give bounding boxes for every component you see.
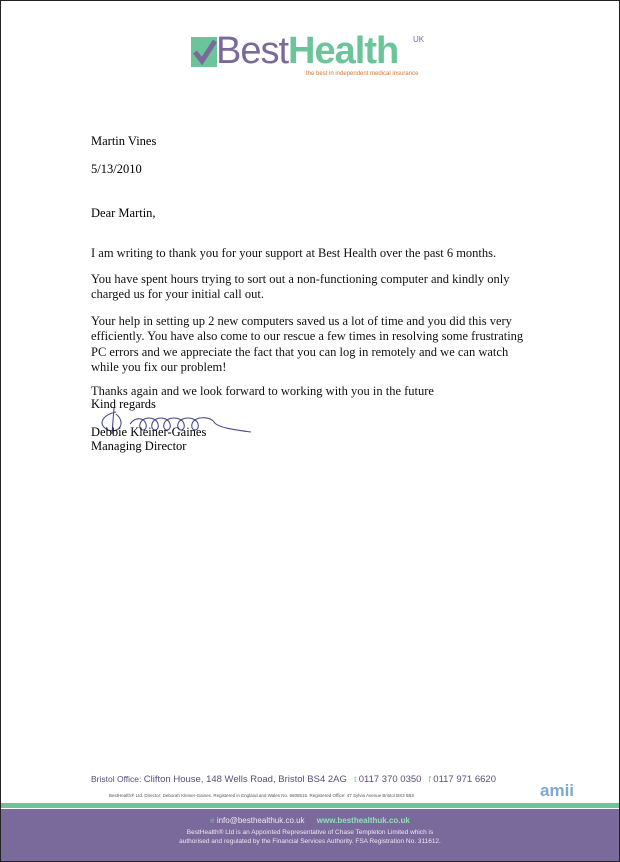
signer-title: Managing Director: [91, 439, 187, 453]
closing: Kind regards: [91, 397, 156, 411]
logo-health: Health: [288, 30, 399, 72]
besthealth-logo: [191, 31, 431, 81]
legal-line-2: authorised and regulated by the Financial Services Authority. FSA Registration No. 311612.: [179, 837, 441, 845]
email-link[interactable]: info@besthealthuk.co.uk: [216, 816, 305, 825]
signer-name: Debbie Kleiner-Gaines: [91, 425, 207, 439]
amii-logo: amii: [540, 781, 575, 800]
logo-tagline: the best in independent medical insurance: [306, 71, 419, 77]
checkmark-icon: [191, 37, 217, 67]
website-link[interactable]: www.besthealthuk.co.uk: [316, 816, 410, 825]
salutation: Dear Martin,: [91, 206, 156, 220]
office-address-line: [91, 774, 496, 785]
letter-date: 5/13/2010: [91, 162, 142, 176]
logo-uk: UK: [413, 35, 425, 44]
recipient-name: Martin Vines: [91, 134, 157, 148]
office-address: Clifton House, 148 Wells Road, Bristol BS4 2AG: [143, 774, 347, 785]
office-label: Bristol Office:: [91, 774, 142, 784]
logo-wordmark: [216, 31, 398, 71]
legal-notice: [1, 829, 619, 846]
phone-label: t: [353, 774, 357, 784]
fax-label: f: [428, 774, 431, 784]
company-registration: BestHealth® Ltd. Director: Deborah Kleiner-Gaines. Registered in England and Wales No. 5608515. Registered Office: 47 Sylvia Avenue Bristol BS3 5BS: [109, 793, 415, 798]
body-paragraph-3: Your help in setting up 2 new computers saved us a lot of time and you did this very efficiently. You have also come to our rescue a few times in resolving some frustrating PC errors and we appreciate the fact that you can log in remotely and we can watch while you fix our problem!: [91, 313, 524, 374]
footer-band: [1, 809, 619, 862]
email-label: e: [210, 816, 215, 825]
logo-best: Best: [216, 30, 289, 72]
body-paragraph-1: I am writing to thank you for your support at Best Health over the past 6 months.: [91, 245, 497, 260]
legal-line-1: BestHealth® Ltd is an Appointed Representative of Chase Templeton Limited which is: [186, 829, 434, 836]
footer-divider: [1, 803, 619, 808]
body-paragraph-2: You have spent hours trying to sort out a non-functioning computer and kindly only charged us for your initial call out.: [91, 271, 510, 301]
phone-number: 0117 370 0350: [358, 774, 422, 785]
contact-links: [1, 816, 619, 825]
fax-number: 0117 971 6620: [433, 774, 496, 785]
body-paragraph-4: Thanks again and we look forward to working with you in the future: [91, 383, 434, 398]
